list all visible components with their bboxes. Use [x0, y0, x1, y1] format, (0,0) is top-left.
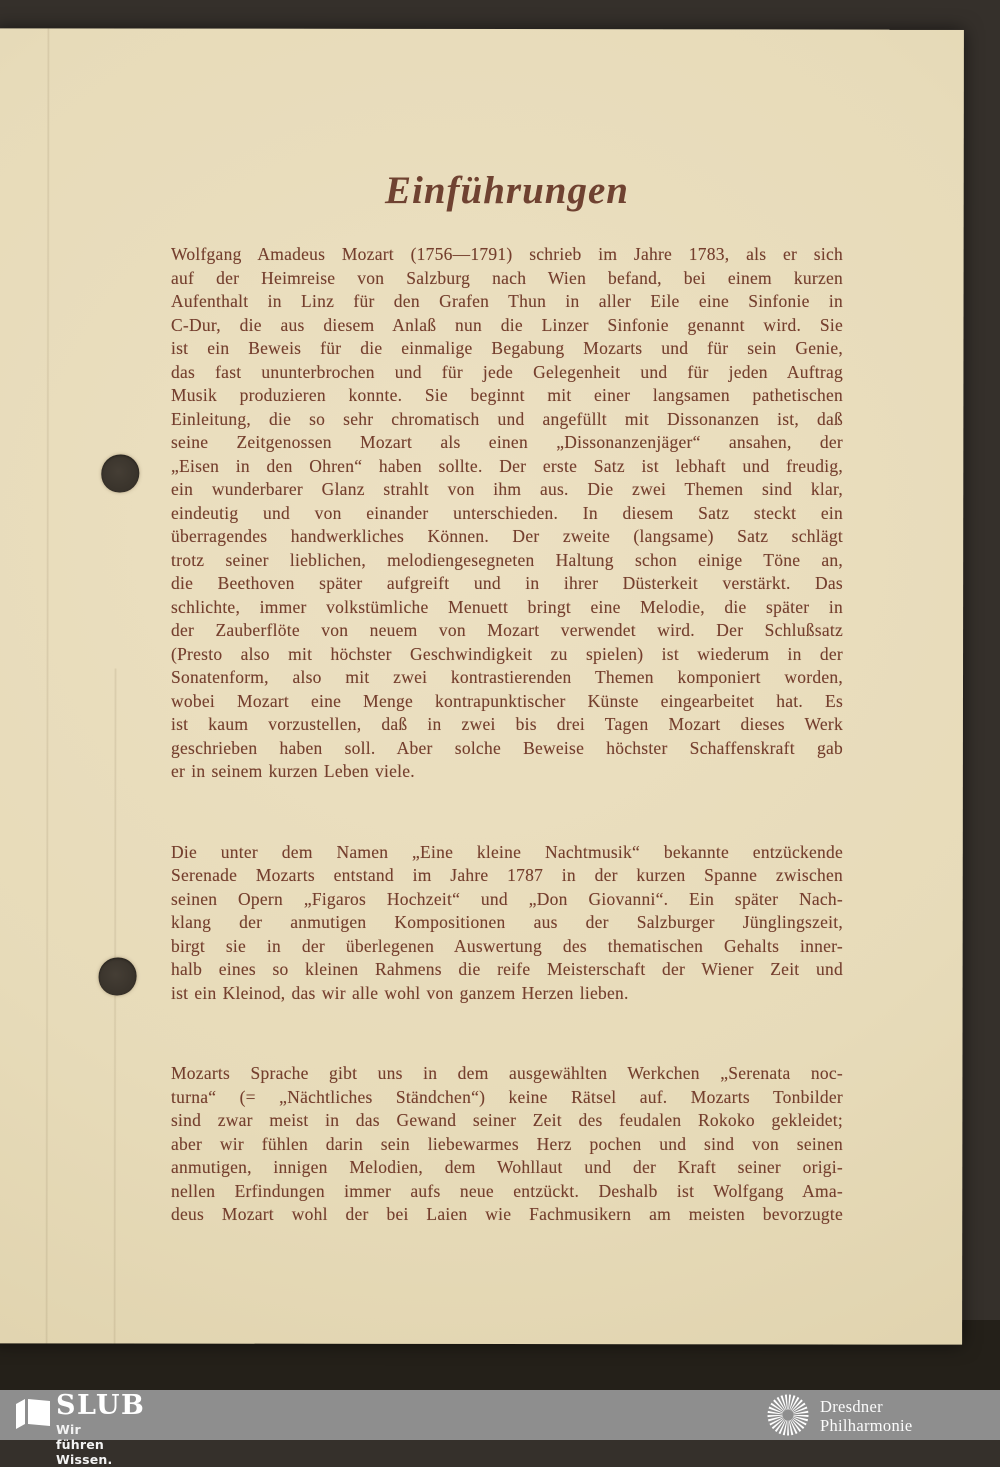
text-line: ist ein Beweis für die einmalige Begabung Mozarts und für sein Genie, — [171, 338, 843, 358]
text-line: Die unter dem Namen „Eine kleine Nachtmusik“ bekannte entzückende — [171, 841, 843, 862]
philharmonie-line1: Dresdner — [820, 1397, 883, 1416]
text-line: das fast ununterbrochen und für jede Gelegenheit und für jeden Auftrag — [171, 361, 843, 382]
text-line: anmutigen, innigen Melodien, dem Wohllaut und der Kraft seiner origi- — [171, 1157, 843, 1177]
text-line: Wolfgang Amadeus Mozart (1756—1791) schrieb im Jahre 1783, als er sich — [171, 244, 843, 264]
text-line: trotz seiner lieblichen, melodiengesegneten Haltung schon einige Töne an, — [171, 549, 843, 570]
paragraph — [171, 1062, 843, 1227]
text-line: Serenade Mozarts entstand im Jahre 1787 in der kurzen Spanne zwischen — [171, 865, 843, 885]
text-line: ist ein Kleinod, das wir alle wohl von ganzem Herzen lieben. — [171, 982, 629, 1003]
text-line: (Presto also mit höchster Geschwindigkeit zu spielen) ist wiederum in der — [171, 643, 843, 664]
punch-hole — [99, 957, 137, 995]
text-line: Aufenthalt in Linz für den Grafen Thun in aller Eile eine Sinfonie in — [171, 291, 843, 311]
open-book-icon — [14, 1397, 52, 1436]
text-line: halb eines so kleinen Rahmens die reife Meisterschaft der Wiener Zeit und — [171, 959, 843, 979]
text-line: „Eisen in den Ohren“ haben sollte. Der erste Satz ist lebhaft und freudig, — [171, 455, 843, 476]
sunburst-icon — [764, 1391, 812, 1444]
page-fold-line — [113, 668, 117, 1343]
slub-logo-text: SLUB — [56, 1390, 146, 1421]
text-line: Sonatenform, also mit zwei kontrastierenden Themen komponiert worden, — [171, 667, 843, 687]
text-line: aber wir fühlen darin sein liebewarmes Herz pochen und sind von seinen — [171, 1133, 843, 1154]
text-line: Mozarts Sprache gibt uns in dem ausgewählten Werkchen „Serenata noc- — [171, 1063, 843, 1083]
page-text — [171, 243, 843, 1284]
text-line: turna“ (= „Nächtliches Ständchen“) keine Rätsel auf. Mozarts Tonbilder — [171, 1086, 843, 1107]
text-line: eindeutig und von einander unterschieden. In diesem Satz steckt ein — [171, 502, 843, 523]
text-line: ist kaum vorzustellen, daß in zwei bis drei Tagen Mozart dieses Werk — [171, 714, 843, 734]
text-line: überragendes handwerkliches Können. Der zweite (langsame) Satz schlägt — [171, 526, 843, 546]
page-title: Einführungen — [385, 169, 629, 212]
slub-tagline: Wir führen Wissen. — [56, 1422, 113, 1467]
philharmonie-label — [820, 1397, 913, 1435]
text-line: deus Mozart wohl der bei Laien wie Fachmusikern am meisten bevorzugte — [171, 1204, 843, 1224]
paragraph — [171, 243, 843, 784]
text-line: der Zauberflöte von neuem von Mozart verwendet wird. Der Schlußsatz — [171, 620, 843, 640]
text-line: die Beethoven später aufgreift und in ihrer Düsterkeit verstärkt. Das — [171, 573, 843, 593]
text-line: Musik produzieren konnte. Sie beginnt mit einer langsamen pathetischen — [171, 385, 843, 405]
paragraph — [171, 841, 843, 1006]
text-line: schlichte, immer volkstümliche Menuett bringt eine Melodie, die später in — [171, 596, 843, 617]
punch-hole — [101, 454, 139, 492]
page-fold-line — [45, 28, 50, 1343]
text-line: ein wunderbarer Glanz strahlt von ihm aus. Die zwei Themen sind klar, — [171, 479, 843, 499]
text-line: wobei Mozart eine Menge kontrapunktischer Künste eingearbeitet hat. Es — [171, 690, 843, 711]
text-line: C-Dur, die aus diesem Anlaß nun die Linzer Sinfonie genannt wird. Sie — [171, 314, 843, 335]
text-line: birgt sie in der überlegenen Auswertung des thematischen Gehalts inner- — [171, 935, 843, 956]
text-line: seinen Opern „Figaros Hochzeit“ und „Don Giovanni“. Ein später Nach- — [171, 888, 843, 909]
text-line: sind zwar meist in das Gewand seiner Zeit des feudalen Rokoko gekleidet; — [171, 1110, 843, 1130]
text-line: auf der Heimreise von Salzburg nach Wien befand, bei einem kurzen — [171, 267, 843, 288]
text-line: geschrieben haben soll. Aber solche Beweise höchster Schaffenskraft gab — [171, 737, 843, 758]
text-line: nellen Erfindungen immer aufs neue entzückt. Deshalb ist Wolfgang Ama- — [171, 1180, 843, 1201]
text-line: er in seinem kurzen Leben viele. — [171, 761, 415, 781]
viewer-footer — [0, 1390, 1000, 1467]
text-line: klang der anmutigen Kompositionen aus der Salzburger Jünglingszeit, — [171, 912, 843, 932]
text-line: seine Zeitgenossen Mozart als einen „Dissonanzenjäger“ ansahen, der — [171, 432, 843, 452]
philharmonie-line2: Philharmonie — [820, 1416, 913, 1435]
dresdner-philharmonie-brand — [820, 1390, 990, 1440]
text-line: Einleitung, die so sehr chromatisch und angefüllt mit Dissonanzen ist, daß — [171, 408, 843, 429]
